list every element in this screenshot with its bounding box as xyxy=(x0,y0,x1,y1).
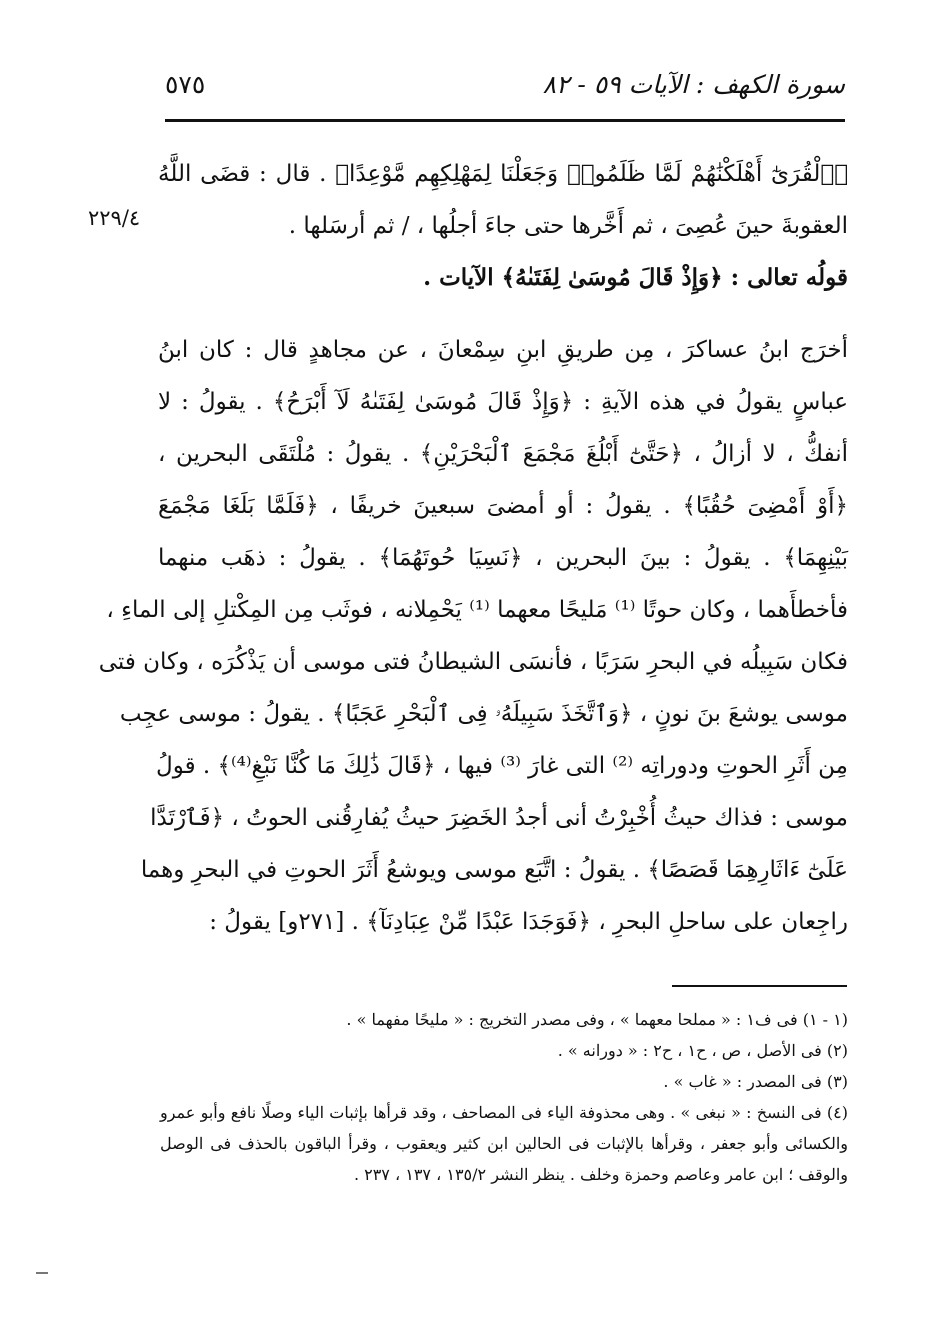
page-header xyxy=(165,70,845,110)
text-line: بَيْنِهِمَا﴾ . يقولُ : بينَ البحرين ، ﴿نَسِيَا حُوتَهُمَا﴾ . يقولُ : ذهَب منهما xyxy=(158,545,848,571)
text-line: ﴿ٱلْقُرَىٰٓ أَهْلَكْنَٰهُمْ لَمَّا ظَلَمُوا۟ وَجَعَلْنَا لِمَهْلِكِهِم مَّوْعِدًا﴾ . قال : قضَى اللَّهُ xyxy=(158,161,848,187)
footnote: (٢) فى الأصل ، ص ، ح١ ، ح٢ : « دورانه » . xyxy=(557,1041,848,1060)
footnote: والوقف ؛ ابن عامر وعاصم وحمزة وخلف . ينظر النشر ١٣٥/٢ ، ١٣٧ ، ٢٣٧ . xyxy=(353,1165,848,1184)
text-line: أنفكُّ ، لا أزالُ ، ﴿حَتَّىٰٓ أَبْلُغَ مَجْمَعَ ٱلْبَحْرَيْنِ﴾ . يقولُ : مُلْتَقَى البحرين ، xyxy=(158,441,848,467)
text-line: فكان سَبِيلُه في البحرِ سَرَبًا ، فأنسَى الشيطانُ فتى موسى أن يَذْكُرَه ، وكان فتى xyxy=(98,649,848,675)
text-line: موسى : فذاك حيثُ أُخْبِرْتُ أنى أجدُ الخَضِرَ حيثُ يُفارِقُنى الحوتُ ، ﴿فَٱرْتَدَّا xyxy=(150,805,848,831)
section-heading: قولُه تعالى : ﴿وَإِذْ قَالَ مُوسَىٰ لِفَتَىٰهُ﴾ الآيات . xyxy=(423,264,848,291)
text-line: فأخطأَهما ، وكان حوتًا ⁽¹⁾ مَليحًا معهما ⁽¹⁾ يَحْمِلانه ، فوثَب مِن المِكْتلِ إلى الماءِ ، xyxy=(106,597,848,623)
footnote: (٤) فى النسخ : « نبغى » . وهى محذوفة الياء فى المصاحف ، وقد قرأها بإثبات الياء وصلًا نافع وأبو عمرو xyxy=(160,1103,848,1122)
margin-reference: ٢٢٩/٤ xyxy=(88,206,141,230)
text-line: موسى يوشعَ بنَ نونٍ ، ﴿وَٱتَّخَذَ سَبِيلَهُۥ فِى ٱلْبَحْرِ عَجَبًا﴾ . يقولُ : موسى عجِب xyxy=(119,701,848,727)
header-rule xyxy=(165,119,845,122)
paragraph-gap xyxy=(158,304,848,324)
text-line: راجِعان على ساحلِ البحرِ ، ﴿فَوَجَدَا عَبْدًا مِّنْ عِبَادِنَآ﴾ . [٢٧١و] يقولُ : xyxy=(209,909,848,935)
footnote: (١ - ١) فى ف١ : « مملحا معهما » ، وفى مصدر التخريج : « مليحًا مفهما » . xyxy=(346,1010,848,1029)
text-line: عَلَىٰٓ ءَاثَارِهِمَا قَصَصًا﴾ . يقولُ : اتَّبَع موسى ويوشعُ أَثَرَ الحوتِ في البحرِ وهما xyxy=(140,857,848,883)
footnote-rule xyxy=(672,985,847,987)
text-line: أخرَج ابنُ عساكرَ ، مِن طريقِ ابنِ سِمْعانَ ، عن مجاهدٍ قال : كان ابنُ xyxy=(158,337,848,363)
footnote: والكسائى وأبو جعفر ، وقرأها بالإثبات فى الحالين ابن كثير ويعقوب ، وقرأ الباقون بالحذف فى الوصل xyxy=(160,1134,848,1153)
page-number: ٥٧٥ xyxy=(165,70,206,99)
text-line: العقوبةَ حينَ عُصِىَ ، ثم أَخَّرها حتى جاءَ أجلُها ، / ثم أرسَلها . xyxy=(288,213,848,239)
footnotes xyxy=(160,1004,848,1190)
text-line: عباسٍ يقولُ في هذه الآيةِ : ﴿وَإِذْ قَالَ مُوسَىٰ لِفَتَىٰهُ لَآ أَبْرَحُ﴾ . يقولُ : لا xyxy=(158,389,848,415)
footnote: (٣) فى المصدر : « غاب » . xyxy=(663,1072,848,1091)
text-line: ﴿أَوْ أَمْضِىَ حُقُبًا﴾ . يقولُ : أو أمضىَ سبعينَ خريفًا ، ﴿فَلَمَّا بَلَغَا مَجْمَعَ xyxy=(158,493,848,519)
running-title: سورة الكهف : الآيات ٥٩ - ٨٢ xyxy=(542,70,845,99)
scan-edge-mark xyxy=(36,1272,48,1274)
text-line: مِن أَثَرِ الحوتِ ودوراتِه ⁽²⁾ التى غارَ ⁽³⁾ فيها ، ﴿قَالَ ذَٰلِكَ مَا كُنَّا نَبْغِ⁽⁴⁾﴾ . قولُ xyxy=(156,753,848,779)
